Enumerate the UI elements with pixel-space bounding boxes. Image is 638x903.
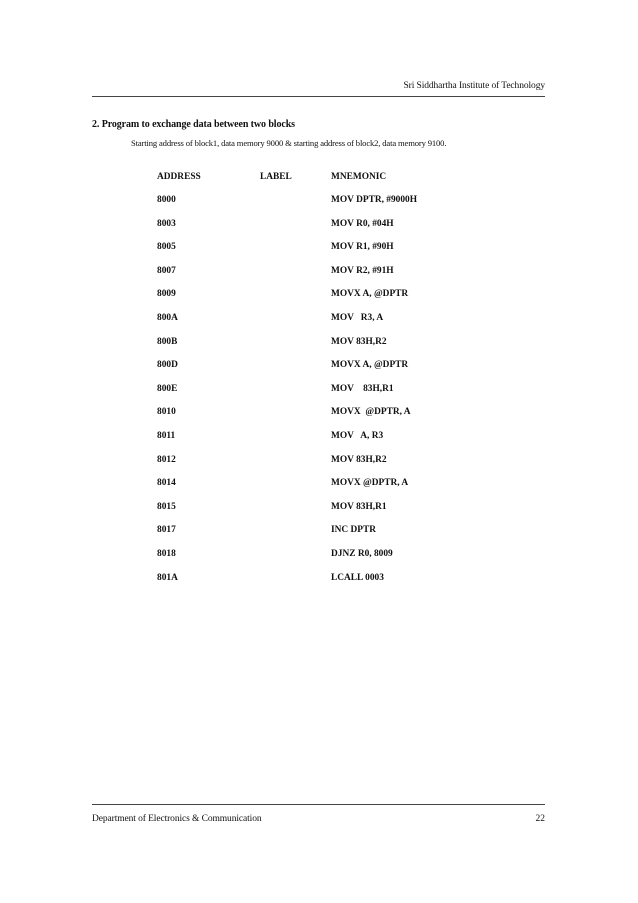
row-mnemonic: LCALL 0003 <box>331 573 384 583</box>
row-address: 8010 <box>157 407 176 417</box>
header-label: LABEL <box>260 172 292 182</box>
header-institute: Sri Siddhartha Institute of Technology <box>403 81 545 91</box>
row-mnemonic: MOV 83H,R2 <box>331 337 387 347</box>
section-intro: Starting address of block1, data memory 9000 & starting address of block2, data memory 9100. <box>131 138 447 148</box>
row-address: 8005 <box>157 242 176 252</box>
row-mnemonic: DJNZ R0, 8009 <box>331 549 393 559</box>
row-mnemonic: INC DPTR <box>331 525 377 535</box>
row-address: 8011 <box>157 431 176 441</box>
row-address: 8009 <box>157 289 176 299</box>
row-mnemonic: MOV R1, #90H <box>331 242 394 252</box>
row-address: 801A <box>157 573 178 583</box>
row-mnemonic: MOV R2, #91H <box>331 266 394 276</box>
row-address: 8018 <box>157 549 176 559</box>
header-address: ADDRESS <box>157 172 201 182</box>
row-address: 8007 <box>157 266 176 276</box>
header-divider <box>92 96 545 97</box>
row-mnemonic: MOVX @DPTR, A <box>331 478 409 488</box>
row-address: 8003 <box>157 219 176 229</box>
row-address: 800A <box>157 313 178 323</box>
row-address: 8000 <box>157 195 176 205</box>
header-mnemonic: MNEMONIC <box>331 172 387 182</box>
row-address: 8012 <box>157 455 176 465</box>
row-mnemonic: MOVX A, @DPTR <box>331 360 409 370</box>
row-mnemonic: MOV 83H,R2 <box>331 455 387 465</box>
row-mnemonic: MOVX A, @DPTR <box>331 289 409 299</box>
row-mnemonic: MOV 83H,R1 <box>331 502 387 512</box>
row-address: 800D <box>157 360 178 370</box>
row-address: 8014 <box>157 478 176 488</box>
row-address: 800B <box>157 337 178 347</box>
row-mnemonic: MOV R0, #04H <box>331 219 394 229</box>
row-address: 800E <box>157 384 178 394</box>
footer-department: Department of Electronics & Communication <box>92 814 262 824</box>
row-mnemonic: MOV 83H,R1 <box>331 384 394 394</box>
row-address: 8017 <box>157 525 176 535</box>
footer-page-number: 22 <box>535 814 545 824</box>
row-mnemonic: MOV DPTR, #9000H <box>331 195 418 205</box>
row-mnemonic: MOV A, R3 <box>331 431 384 441</box>
row-mnemonic: MOVX @DPTR, A <box>331 407 411 417</box>
footer-divider <box>92 804 545 805</box>
row-mnemonic: MOV R3, A <box>331 313 384 323</box>
row-address: 8015 <box>157 502 176 512</box>
section-title: 2. Program to exchange data between two blocks <box>92 119 295 130</box>
